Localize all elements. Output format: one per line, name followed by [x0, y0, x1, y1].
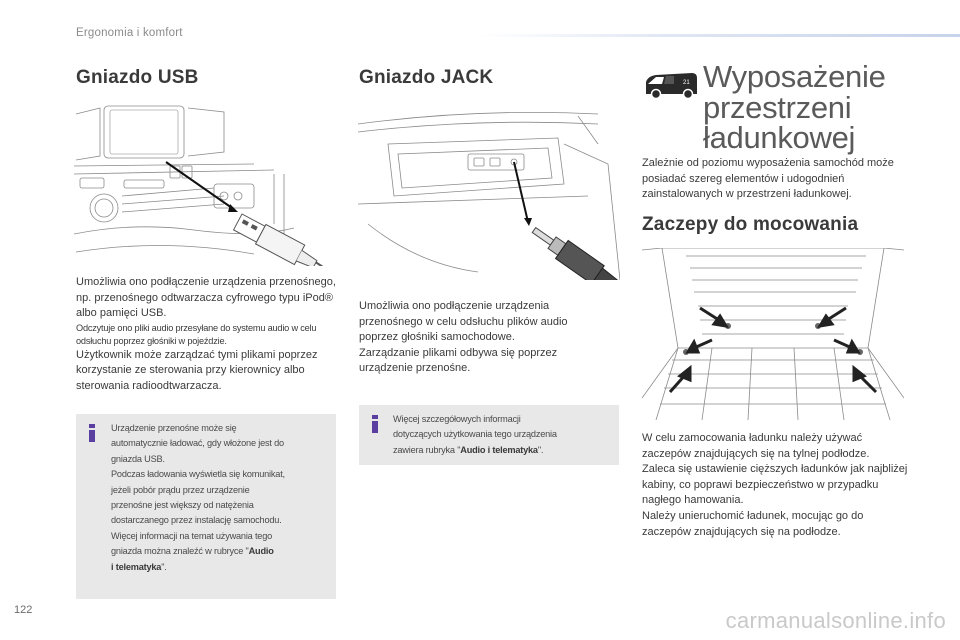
- hooks-description: W celu zamocowania ładunku należy używać zaczepów znajdujących się na tylnej podłodze. Zaleca się ustawienie cięższych ładunków jak najbliżej kabiny, co poprawi bezpieczeństwo w przypadku nagłego hamowania. Należy unieruchomić ładunek, mocując go do zaczepów znajdujących się na podłodze.: [642, 432, 908, 538]
- usb-illustration: [74, 104, 336, 266]
- cargo-title-line: Wyposażenie: [703, 59, 886, 94]
- note-line: zawiera rubryka "Audio i telematyka".: [393, 444, 544, 455]
- usb-description: [76, 275, 336, 395]
- jack-note-text: [393, 412, 617, 458]
- usb-para1: Umożliwia ono podłączenie urządzenia przenośnego, np. przenośnego odtwarzacza cyfrowego typu iPod® albo pamięci USB.: [76, 276, 336, 320]
- note-line: i telematyka".: [111, 561, 167, 572]
- cargo-title-line: ładunkowej: [703, 120, 856, 155]
- page-number: 122: [14, 604, 33, 616]
- note-line: jeżeli pobór prądu przez urządzenie: [111, 484, 250, 495]
- section-header: Ergonomia i komfort: [76, 27, 183, 39]
- cargo-title-line: przestrzeni: [703, 89, 852, 125]
- usb-title: Gniazdo USB: [76, 67, 199, 88]
- note-keyword: i telematyka: [111, 561, 162, 572]
- note-line: dostarczanego przez instalację samochodu.: [111, 515, 282, 526]
- svg-text:21: 21: [683, 80, 690, 86]
- note-line: przenośne jest większy od natężenia: [111, 500, 254, 511]
- jack-description: Umożliwia ono podłączenie urządzenia przenośnego w celu odsłuchu plików audio poprzez głośniki samochodowe. Zarządzanie plikami odbywa się poprzez urządzenie przenośne.: [359, 300, 568, 375]
- cargo-title: [703, 59, 943, 155]
- jack-title: Gniazdo JACK: [359, 67, 494, 88]
- header-divider: [478, 34, 960, 37]
- watermark: carmanualsonline.info: [725, 608, 946, 633]
- note-line: gniazda USB.: [111, 453, 165, 464]
- usb-para3: Użytkownik może zarządzać tymi plikami poprzez korzystanie ze sterowania przy kierownicy albo sterowania radioodtwarzacza.: [76, 348, 318, 392]
- note-line: Więcej informacji na temat używania tego: [111, 530, 273, 541]
- usb-note-text: [111, 421, 331, 575]
- info-icon: [371, 415, 379, 433]
- jack-illustration: [358, 104, 620, 280]
- note-keyword: Audio: [248, 546, 274, 557]
- van-icon: [642, 70, 700, 100]
- info-icon: [88, 424, 96, 442]
- note-line: Urządzenie przenośne może się: [111, 423, 237, 433]
- usb-para2: Odczytuje ono pliki audio przesyłane do systemu audio w celu odsłuchu poprzez głośniki w pojeździe.: [76, 322, 317, 346]
- note-line: Podczas ładowania wyświetla się komunikat,: [111, 469, 285, 480]
- note-line: automatycznie ładować, gdy włożone jest do: [111, 438, 284, 449]
- hooks-title: Zaczepy do mocowania: [642, 214, 859, 235]
- cargo-intro: Zależnie od poziomu wyposażenia samochód może posiadać szereg elementów i udogodnień zainstalowanych w przestrzeni ładunkowej.: [642, 157, 894, 201]
- cargo-floor-illustration: [642, 248, 904, 422]
- note-line: dotyczących użytkowania tego urządzenia: [393, 429, 557, 440]
- note-keyword: Audio i telematyka: [460, 444, 538, 455]
- note-line: Więcej szczegółowych informacji: [393, 414, 521, 424]
- note-line: gniazda można znaleźć w rubryce "Audio: [111, 546, 274, 557]
